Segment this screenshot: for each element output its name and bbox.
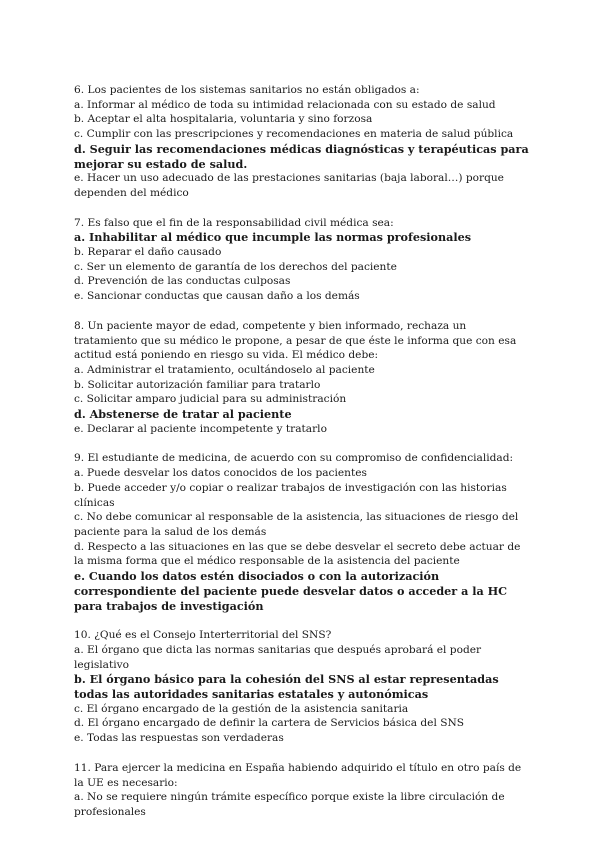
question-stem: 8. Un paciente mayor de edad, competente y bien informado, rechaza un tratamiento que su médico le propone, a pesar de que éste le informa que con esa actitud está poniendo en riesgo su vida. El médico debe: [74, 319, 517, 362]
answer-option: a. Puede desvelar los datos conocidos de los pacientes [74, 467, 367, 480]
answer-option-correct: d. Abstenerse de tratar al paciente [74, 407, 292, 422]
answer-option: d. Respecto a las situaciones en las que se debe desvelar el secreto debe actuar de la misma forma que el médico responsable de la asistencia del paciente [74, 540, 521, 568]
answer-option: a. El órgano que dicta las normas sanitarias que después aprobará el poder legislativo [74, 643, 482, 671]
question-stem: 11. Para ejercer la medicina en España habiendo adquirido el título en otro país de la UE es necesario: [74, 761, 522, 789]
answer-option: c. No debe comunicar al responsable de la asistencia, las situaciones de riesgo del paciente para la salud de los demás [74, 511, 519, 538]
answer-option: d. Prevención de las conductas culposas [74, 275, 291, 288]
answer-option: e. Sancionar conductas que causan daño a los demás [74, 290, 360, 303]
question-block [74, 216, 530, 304]
question-stem: 6. Los pacientes de los sistemas sanitarios no están obligados a: [74, 84, 420, 96]
answer-option: b. Puede acceder y/o copiar o realizar trabajos de investigación con las historias clínicas [74, 481, 507, 509]
question-block [74, 628, 530, 746]
question-block [74, 83, 530, 201]
answer-option: e. Todas las respuestas son verdaderas [74, 732, 284, 745]
question-stem: 10. ¿Qué es el Consejo Interterritorial del SNS? [74, 629, 332, 642]
question-block [74, 319, 530, 437]
question-block [74, 761, 530, 820]
answer-option-correct: d. Seguir las recomendaciones médicas diagnósticas y terapéuticas para mejorar su estado de salud. [74, 141, 529, 171]
answer-option: a. No se requiere ningún trámite específico porque existe la libre circulación de profesionales [74, 791, 505, 818]
question-stem: 7. Es falso que el fin de la responsabilidad civil médica sea: [74, 216, 394, 229]
answer-option: c. Cumplir con las prescripciones y recomendaciones en materia de salud pública [74, 128, 514, 141]
answer-option-correct: a. Inhabilitar al médico que incumple las normas profesionales [74, 230, 472, 245]
answer-option: a. Administrar el tratamiento, ocultándoselo al paciente [74, 363, 375, 376]
answer-option: b. Aceptar el alta hospitalaria, voluntaria y sino forzosa [74, 113, 373, 126]
answer-option: b. Solicitar autorización familiar para tratarlo [74, 378, 321, 391]
answer-option: e. Declarar al paciente incompetente y tratarlo [74, 422, 327, 435]
answer-option: d. El órgano encargado de definir la cartera de Servicios básica del SNS [74, 717, 464, 730]
answer-option: c. El órgano encargado de la gestión de la asistencia sanitaria [74, 702, 409, 715]
question-block [74, 451, 530, 613]
answer-option: c. Ser un elemento de garantía de los derechos del paciente [74, 260, 397, 273]
question-stem: 9. El estudiante de medicina, de acuerdo con su compromiso de confidencialidad: [74, 452, 514, 465]
answer-option: e. Hacer un uso adecuado de las prestaciones sanitarias (baja laboral…) porque dependen del médico [74, 172, 504, 199]
answer-option-correct: b. El órgano básico para la cohesión del SNS al estar representadas todas las autoridades sanitarias estatales y autonómicas [74, 672, 499, 702]
document-page [74, 83, 530, 835]
answer-option: a. Informar al médico de toda su intimidad relacionada con su estado de salud [74, 98, 496, 111]
answer-option: b. Reparar el daño causado [74, 246, 222, 259]
answer-option: c. Solicitar amparo judicial para su administración [74, 393, 347, 406]
answer-option-correct: e. Cuando los datos estén disociados o con la autorización correspondiente del paciente puede desvelar datos o acceder a la HC para trabajos de investigación [74, 569, 508, 613]
